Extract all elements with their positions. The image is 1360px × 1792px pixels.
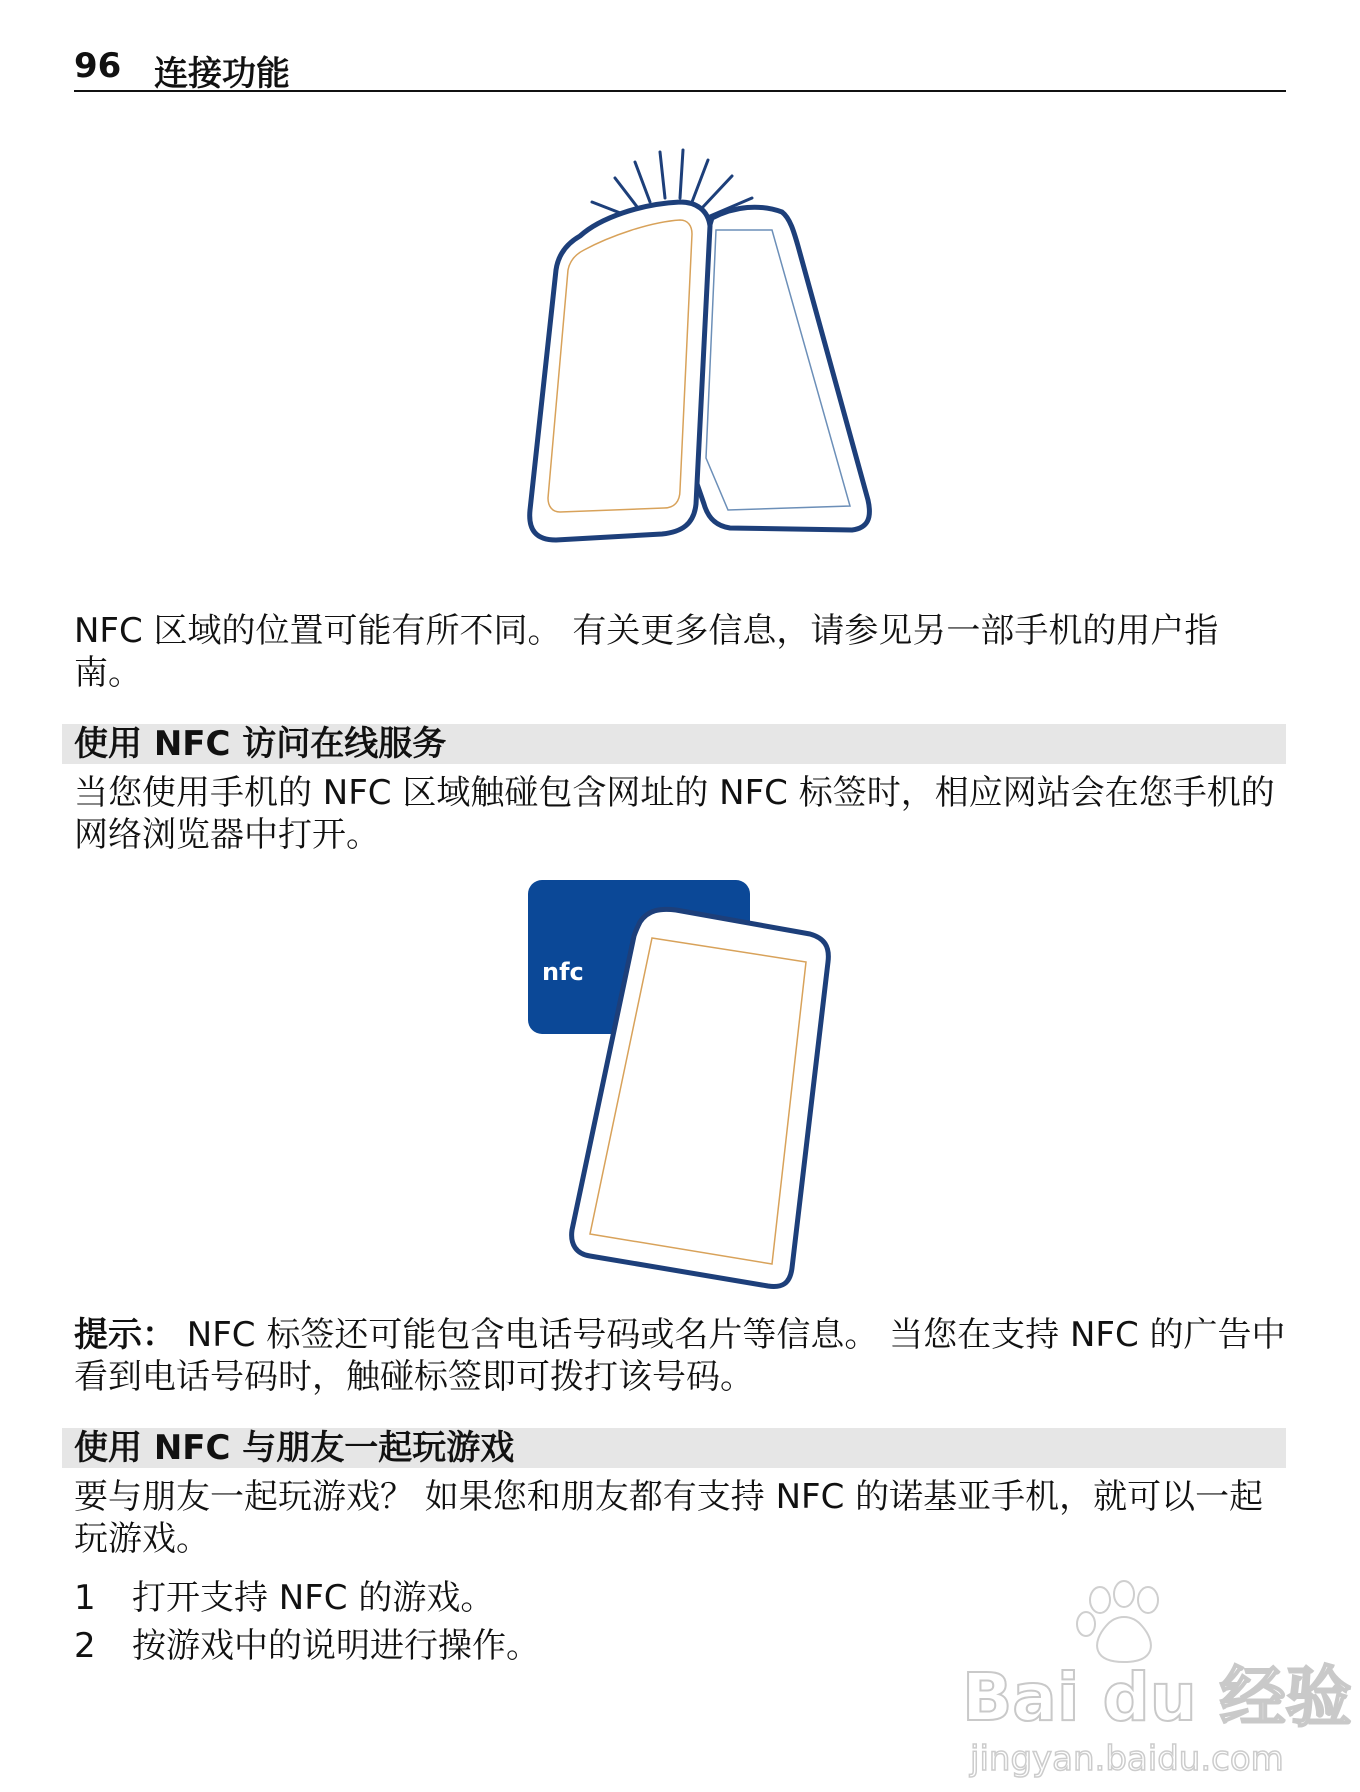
page-number: 96 (74, 46, 122, 86)
tip-paragraph (74, 1314, 1286, 1398)
watermark-url: jingyan.baidu.com (970, 1739, 1284, 1779)
left-phone (530, 202, 710, 540)
chapter-title: 连接功能 (154, 54, 290, 94)
paragraph-nfc-location: NFC 区域的位置可能有所不同。 有关更多信息，请参见另一部手机的用户指南。 (74, 611, 1219, 693)
step-number: 1 (74, 1578, 96, 1618)
page-header (74, 40, 1286, 92)
paragraph-games: 要与朋友一起玩游戏？ 如果您和朋友都有支持 NFC 的诺基亚手机，就可以一起玩游戏。 (74, 1477, 1264, 1559)
paragraph-online-services: 当您使用手机的 NFC 区域触碰包含网址的 NFC 标签时，相应网站会在您手机的网络浏览器中打开。 (74, 773, 1275, 855)
step-number: 2 (74, 1626, 96, 1666)
paw-icon (1077, 1581, 1158, 1662)
two-phones-touching-illustration (520, 140, 900, 560)
tip-label: 提示： (74, 1315, 176, 1355)
section-heading-games (62, 1428, 1286, 1468)
baidu-jingyan-watermark (960, 1580, 1352, 1780)
nfc-tag-label: nfc (542, 958, 584, 986)
step-text: 打开支持 NFC 的游戏。 (132, 1578, 495, 1618)
phone-touching-nfc-tag-illustration (520, 870, 840, 1290)
section-title: 使用 NFC 访问在线服务 (74, 724, 447, 764)
section-heading-online-services (62, 724, 1286, 764)
tip-text: NFC 标签还可能包含电话号码或名片等信息。 当您在支持 NFC 的广告中看到电话号码时，触碰标签即可拨打该号码。 (74, 1315, 1286, 1397)
section-title: 使用 NFC 与朋友一起玩游戏 (74, 1428, 515, 1468)
step-text: 按游戏中的说明进行操作。 (132, 1626, 540, 1666)
watermark-logo-text: Bai du 经验 (962, 1659, 1352, 1736)
